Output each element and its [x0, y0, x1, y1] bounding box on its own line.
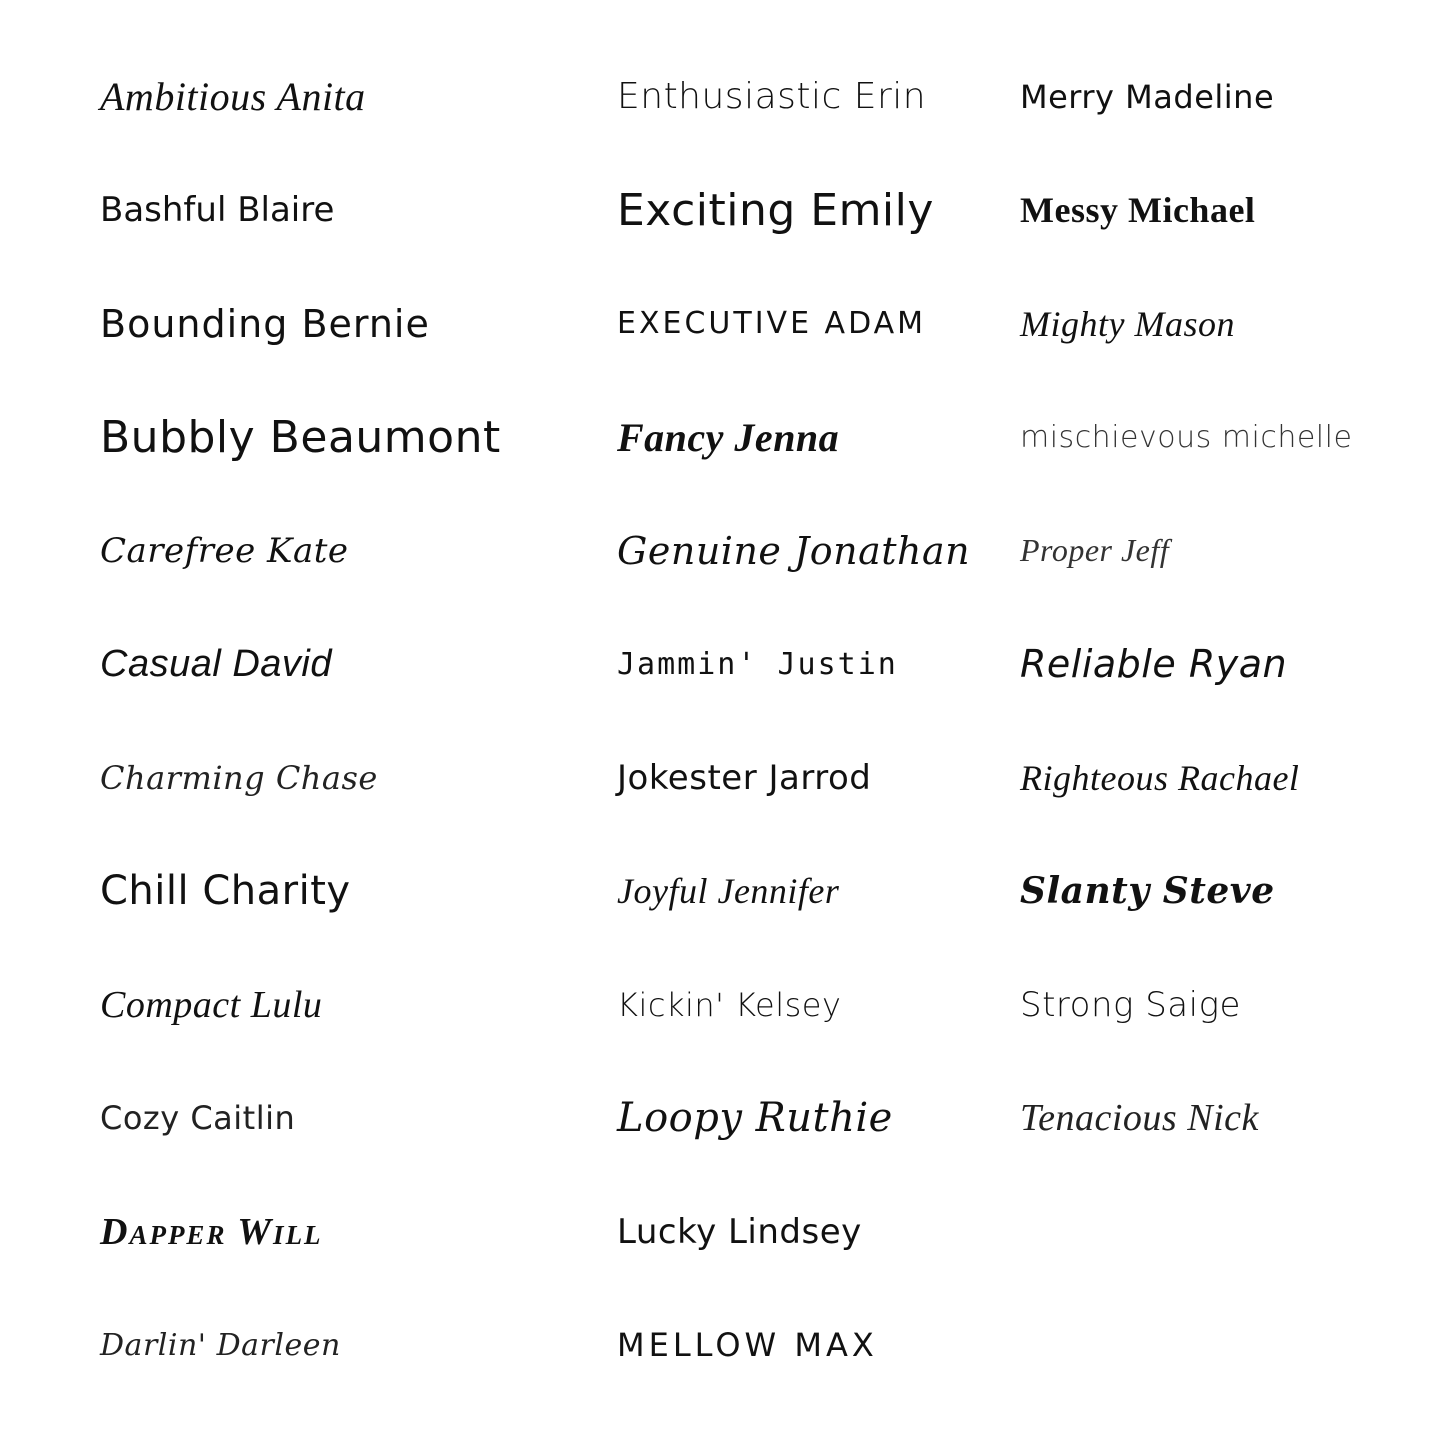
sample-merry-madeline: Merry Madeline: [1020, 77, 1275, 116]
samples-column-1: [100, 40, 580, 1402]
sample-compact-lulu: Compact Lulu: [100, 983, 323, 1026]
sample-mighty-mason: Mighty Mason: [1020, 303, 1235, 344]
sample-bashful-blaire: Bashful Blaire: [100, 190, 335, 231]
samples-column-2: [617, 40, 997, 1402]
sample-casual-david: Casual David: [100, 642, 332, 685]
sample-cozy-caitlin: Cozy Caitlin: [100, 1099, 296, 1138]
sample-proper-jeff: Proper Jeff: [1020, 532, 1170, 569]
sample-loopy-ruthie: Loopy Ruthie: [617, 1095, 893, 1142]
sample-enthusiastic-erin: Enthusiastic Erin: [617, 76, 927, 118]
sample-reliable-ryan: Reliable Ryan: [1020, 642, 1288, 687]
sample-righteous-rachael: Righteous Rachael: [1020, 757, 1300, 798]
sample-mellow-max: MELLOW MAX: [617, 1326, 878, 1365]
sample-messy-michael: Messy Michael: [1020, 190, 1256, 231]
samples-column-3: [1020, 40, 1420, 1175]
sample-bounding-bernie: Bounding Bernie: [100, 301, 430, 346]
sample-exciting-emily: Exciting Emily: [617, 184, 934, 236]
sample-kickin-kelsey: Kickin' Kelsey: [617, 985, 842, 1024]
sample-chill-charity: Chill Charity: [100, 868, 351, 915]
sample-jammin-justin: Jammin' Justin: [617, 646, 898, 682]
sample-ambitious-anita: Ambitious Anita: [100, 74, 366, 120]
sample-strong-saige: Strong Saige: [1020, 984, 1241, 1025]
sample-joyful-jennifer: Joyful Jennifer: [617, 871, 840, 912]
sample-carefree-kate: Carefree Kate: [100, 530, 349, 571]
sample-charming-chase: Charming Chase: [100, 758, 378, 797]
sample-mischievous-michelle: mischievous michelle: [1020, 419, 1353, 455]
sample-jokester-jarrod: Jokester Jarrod: [617, 757, 872, 798]
sample-fancy-jenna: Fancy Jenna: [617, 414, 840, 460]
sample-dapper-will: Dapper Will: [100, 1210, 323, 1253]
sample-darlin-darleen: Darlin' Darleen: [100, 1327, 341, 1363]
sample-executive-adam: EXECUTIVE ADAM: [617, 306, 927, 342]
sample-bubbly-beaumont: Bubbly Beaumont: [100, 411, 501, 463]
sample-lucky-lindsey: Lucky Lindsey: [617, 1211, 862, 1252]
sample-genuine-jonathan: Genuine Jonathan: [617, 528, 971, 573]
sample-slanty-steve: Slanty Steve: [1020, 870, 1275, 913]
sample-tenacious-nick: Tenacious Nick: [1020, 1097, 1259, 1140]
